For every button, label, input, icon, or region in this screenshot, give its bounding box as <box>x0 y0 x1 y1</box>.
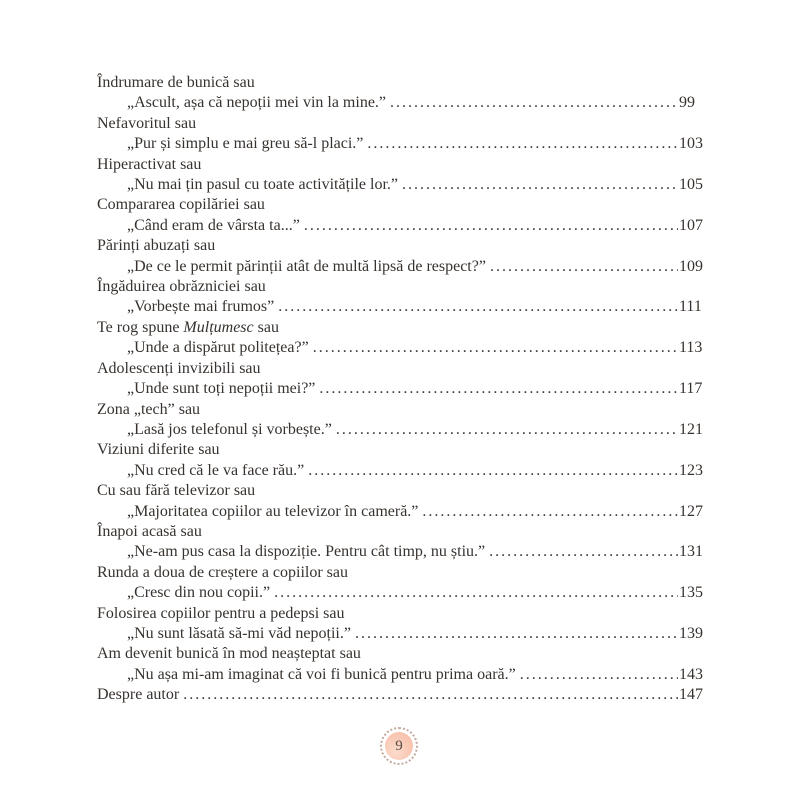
toc-entry-quote-line <box>97 216 709 236</box>
toc-entry-quote: „Nu sunt lăsată să-mi văd nepoții.” <box>127 624 351 642</box>
toc-entry-title <box>97 481 709 501</box>
toc-entry-quote-line <box>97 542 709 562</box>
toc-entry <box>97 644 709 685</box>
toc-entry-page-number: 117 <box>679 380 703 398</box>
toc-entry <box>97 440 709 481</box>
toc-entry-title-text: Am devenit bunică în mod neașteptat sau <box>97 645 361 663</box>
toc-entry-title-text: Viziuni diferite sau <box>97 441 220 459</box>
toc-entry-page-number: 147 <box>679 686 703 704</box>
toc-entry-title-text: Folosirea copiilor pentru a pedepsi sau <box>97 604 345 622</box>
toc-entry-quote: „Nu cred că le va face rău.” <box>127 461 305 479</box>
toc-entry-page-number: 143 <box>679 665 703 683</box>
toc-entry-title-text: Zona „tech” sau <box>97 400 201 418</box>
dot-leader <box>486 257 679 277</box>
toc-entry-title <box>97 400 709 420</box>
toc-entry-page-number: 121 <box>679 420 703 438</box>
toc-entry <box>97 563 709 604</box>
toc-entry <box>97 685 709 705</box>
toc-entry-quote: „Nu mai țin pasul cu toate activitățile lor.” <box>127 176 399 194</box>
toc-entry-title-suffix-text: sau <box>253 318 279 336</box>
dot-leader <box>315 379 679 399</box>
toc-entry-title-text: Te rog spune <box>97 318 184 336</box>
toc-entry-quote: „Cresc din nou copii.” <box>127 584 271 602</box>
toc-entry-title <box>97 236 709 256</box>
dot-leader <box>274 297 679 317</box>
toc-entry-page-number: 109 <box>679 257 703 275</box>
toc-entry-title <box>97 604 709 624</box>
toc-entry-title <box>97 73 709 93</box>
toc-entry-title-text: Îndrumare de bunică sau <box>97 74 255 91</box>
toc-entry-page-number: 105 <box>679 176 703 194</box>
toc-entry-quote-line <box>97 297 709 317</box>
toc-entry-title <box>97 277 709 297</box>
toc-entry-quote-line <box>97 502 709 522</box>
toc-entry <box>97 155 709 196</box>
toc-entry-title <box>97 644 709 664</box>
toc-entry-quote: „Vorbește mai frumos” <box>127 298 275 316</box>
toc-entry <box>97 359 709 400</box>
toc-entry-quote-line <box>97 338 709 358</box>
toc-entry-quote-line <box>97 93 709 113</box>
dot-leader <box>386 93 679 113</box>
toc-entry-title <box>97 359 709 379</box>
toc-entry-page-number: 139 <box>679 624 703 642</box>
toc-entry-quote: „Ascult, așa că nepoții mei vin la mine.” <box>127 94 387 112</box>
dot-leader <box>398 175 679 195</box>
toc-entry-quote: „Nu așa mi-am imaginat că voi fi bunică pentru prima oară.” <box>127 665 516 683</box>
toc-entry-quote-line <box>97 257 709 277</box>
toc-entry <box>97 277 709 318</box>
toc-entry-title-text: Părinți abuzați sau <box>97 237 216 255</box>
dot-leader <box>363 134 679 154</box>
dot-leader <box>179 685 679 705</box>
toc-entry-quote-line <box>97 624 709 644</box>
toc-entry-title-text: Runda a doua de creștere a copiilor sau <box>97 563 349 581</box>
dot-leader <box>309 338 679 358</box>
toc-entry-title-text: Înapoi acasă sau <box>97 522 202 540</box>
toc-entry-title <box>97 440 709 460</box>
toc-entry <box>97 114 709 155</box>
toc-entry-quote-line <box>97 685 709 705</box>
toc-entry-quote-line <box>97 175 709 195</box>
toc-entry-quote: „Majoritatea copiilor au televizor în cameră.” <box>127 502 419 520</box>
toc-entry-title <box>97 522 709 542</box>
toc-entry-page-number: 113 <box>679 339 703 357</box>
toc-entry-quote-line <box>97 665 709 685</box>
toc-entry-quote-line <box>97 134 709 154</box>
toc-entry <box>97 73 709 114</box>
toc-entry <box>97 604 709 645</box>
dot-leader <box>485 542 679 562</box>
dot-leader <box>418 502 679 522</box>
toc-entry-quote: „Pur și simplu e mai greu să-l placi.” <box>127 135 364 153</box>
toc-entry-quote-line <box>97 379 709 399</box>
dot-leader <box>351 624 679 644</box>
toc-entry-quote: „Unde a dispărut politețea?” <box>127 339 309 357</box>
dot-leader <box>516 665 679 685</box>
toc-entry-label: Despre autor <box>97 686 180 704</box>
toc-entry-title-text: Hiperactivat sau <box>97 155 202 173</box>
toc-entry-quote: „De ce le permit părinții atât de multă lipsă de respect?” <box>127 257 486 275</box>
toc-entry-page-number: 123 <box>679 461 703 479</box>
dot-leader <box>304 461 679 481</box>
toc-entry-title-text: Adolescenți invizibili sau <box>97 359 261 377</box>
toc-entry-quote: „Lasă jos telefonul și vorbește.” <box>127 420 332 438</box>
page-number-badge <box>380 727 418 765</box>
toc-entry-title-text: Cu sau fără televizor sau <box>97 482 256 500</box>
toc-entry-page-number: 127 <box>679 502 703 520</box>
toc-entry-page-number: 107 <box>679 216 703 234</box>
toc-entry-quote: „Ne-am pus casa la dispoziție. Pentru cât timp, nu știu.” <box>127 543 486 561</box>
toc-entry <box>97 400 709 441</box>
toc-entry <box>97 522 709 563</box>
table-of-contents <box>97 73 709 706</box>
toc-entry-quote: „Când eram de vârsta ta...” <box>127 216 300 234</box>
toc-entry-page-number: 111 <box>679 298 702 316</box>
dot-leader <box>300 216 679 236</box>
toc-entry <box>97 481 709 522</box>
toc-entry <box>97 195 709 236</box>
dot-leader <box>332 420 679 440</box>
toc-entry-quote-line <box>97 583 709 603</box>
folio-page-number: 9 <box>395 737 403 754</box>
toc-entry <box>97 236 709 277</box>
page-number-circle <box>385 732 413 760</box>
dot-leader <box>270 583 679 603</box>
toc-entry-title-text: Îngăduirea obrăzniciei sau <box>97 278 266 296</box>
toc-entry-page-number: 103 <box>679 135 703 153</box>
toc-entry-title-italic-text: Mulțumesc <box>183 318 254 336</box>
toc-entry-title <box>97 155 709 175</box>
toc-entry-quote-line <box>97 461 709 481</box>
toc-entry-page-number: 131 <box>679 543 703 561</box>
toc-entry-title <box>97 563 709 583</box>
toc-entry-title <box>97 114 709 134</box>
toc-entry-title-text: Nefavoritul sau <box>97 114 197 132</box>
toc-entry-title <box>97 318 709 338</box>
toc-entry-title-text: Compararea copilăriei sau <box>97 196 265 214</box>
toc-entry <box>97 318 709 359</box>
toc-entry-page-number: 99 <box>679 94 695 112</box>
toc-entry-quote-line <box>97 420 709 440</box>
toc-entry-page-number: 135 <box>679 584 703 602</box>
toc-entry-title <box>97 195 709 215</box>
toc-entry-quote: „Unde sunt toți nepoții mei?” <box>127 380 316 398</box>
